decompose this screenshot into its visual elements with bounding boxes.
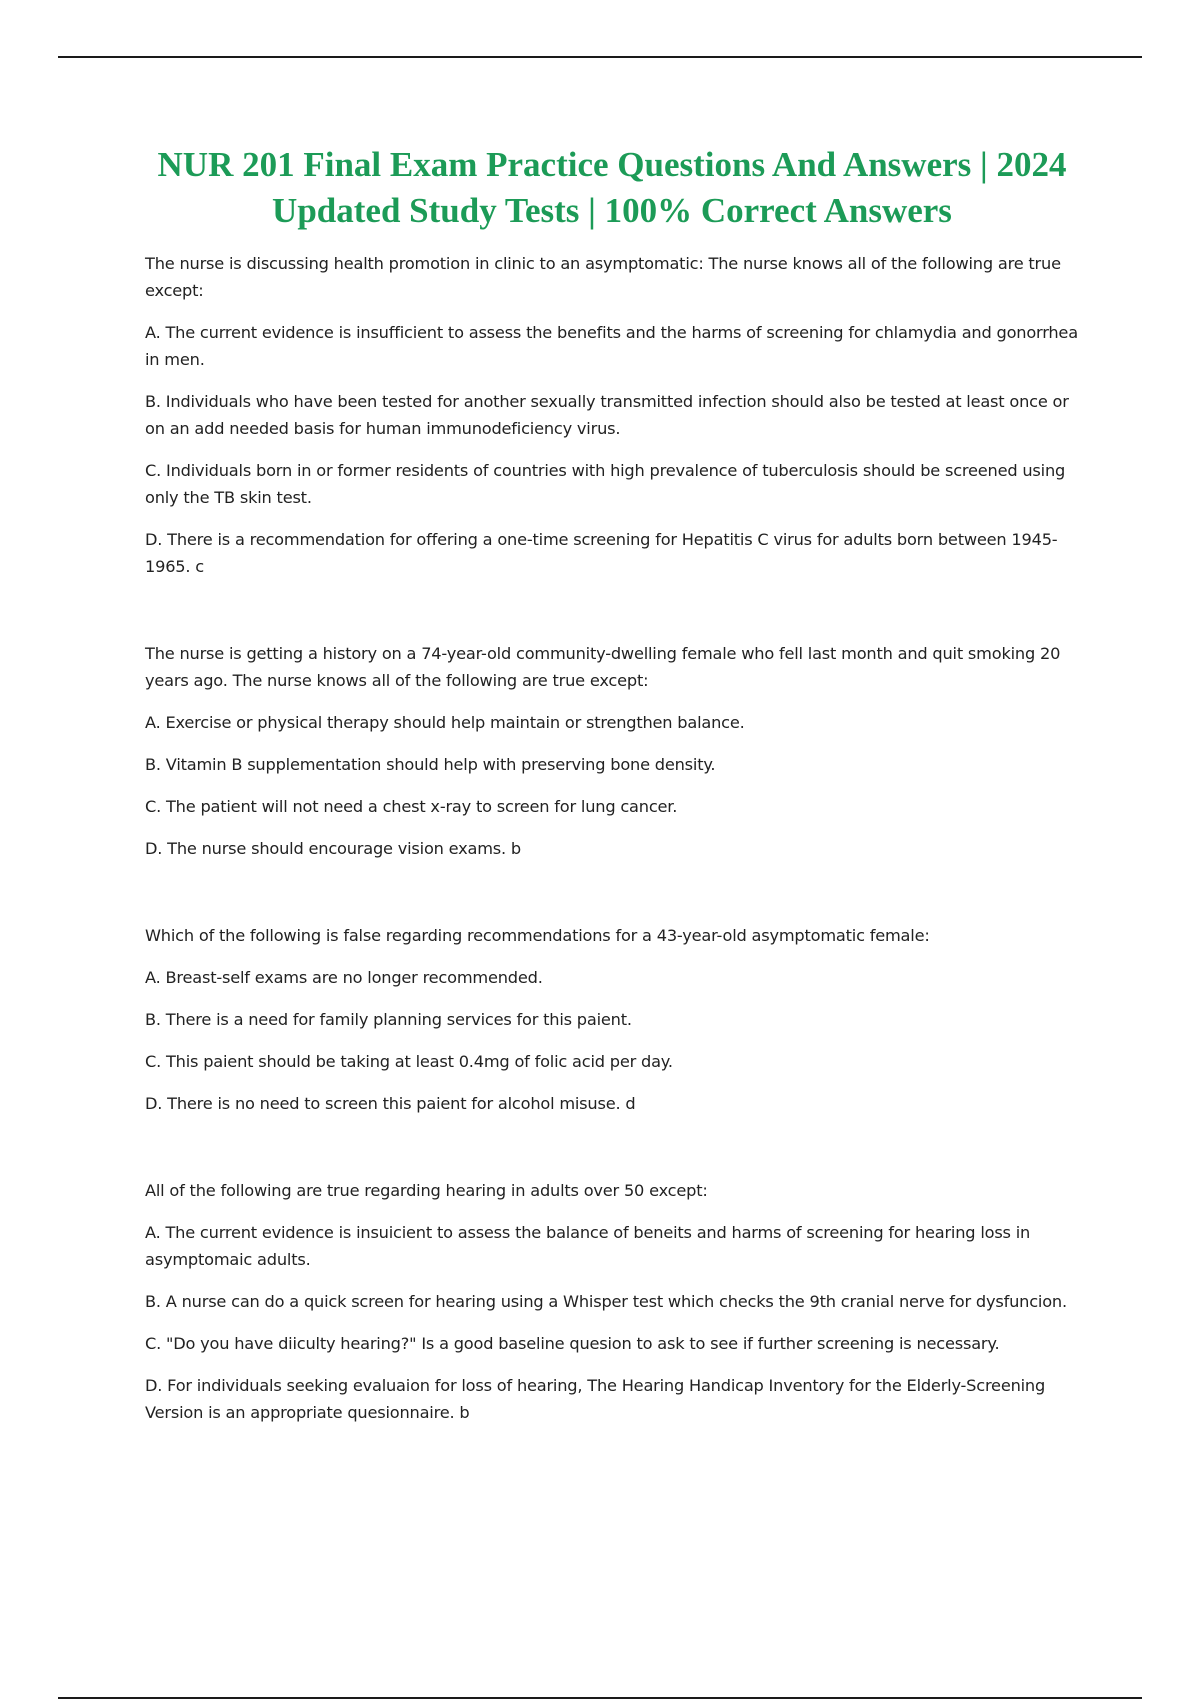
- answer-option-c: C. "Do you have diiculty hearing?" Is a good baseline quesion to ask to see if further screening is necessary.: [145, 1334, 1000, 1353]
- answer-option-d: D. For individuals seeking evaluaion for loss of hearing, The Hearing Handicap Inventory for the Elderly-Screening Version is an appropriate quesionnaire. b: [145, 1376, 1046, 1422]
- question-list: [145, 250, 1090, 1426]
- answer-option-c: C. Individuals born in or former residents of countries with high prevalence of tuberculosis should be screened using only the TB skin test.: [145, 461, 1066, 507]
- answer-option-b: B. There is a need for family planning services for this paient.: [145, 1010, 632, 1029]
- document-title: NUR 201 Final Exam Practice Questions And Answers | 2024 Updated Study Tests | 100% Correct Answers: [157, 145, 1067, 230]
- answer-option-d: D. There is no need to screen this paient for alcohol misuse. d: [145, 1094, 636, 1113]
- answer-option-a: A. The current evidence is insufficient to assess the benefits and the harms of screening for chlamydia and gonorrhea in men.: [145, 323, 1078, 369]
- answer-option-a: A. Breast-self exams are no longer recommended.: [145, 968, 543, 987]
- answer-option-b: B. Vitamin B supplementation should help with preserving bone density.: [145, 755, 716, 774]
- footer-rule: [58, 1697, 1142, 1699]
- question-3: [145, 922, 1090, 1117]
- answer-option-d: D. The nurse should encourage vision exams. b: [145, 839, 521, 858]
- answer-option-a: A. The current evidence is insuicient to assess the balance of beneits and harms of screening for hearing loss in asymptomaic adults.: [145, 1223, 1031, 1269]
- answer-option-d: D. There is a recommendation for offering a one-time screening for Hepatitis C virus for adults born between 1945-1965. c: [145, 530, 1058, 576]
- question-stem: Which of the following is false regarding recommendations for a 43-year-old asymptomatic female:: [145, 926, 930, 945]
- answer-option-b: B. A nurse can do a quick screen for hearing using a Whisper test which checks the 9th cranial nerve for dysfuncion.: [145, 1292, 1067, 1311]
- answer-option-a: A. Exercise or physical therapy should help maintain or strengthen balance.: [145, 713, 745, 732]
- question-4: [145, 1177, 1090, 1426]
- header-rule: [58, 56, 1142, 58]
- question-1: [145, 250, 1090, 580]
- question-2: [145, 640, 1090, 862]
- question-stem: The nurse is discussing health promotion in clinic to an asymptomatic: The nurse knows all of the following are true except:: [145, 254, 1061, 300]
- answer-option-c: C. This paient should be taking at least 0.4mg of folic acid per day.: [145, 1052, 673, 1071]
- answer-option-c: C. The patient will not need a chest x-ray to screen for lung cancer.: [145, 797, 678, 816]
- question-stem: All of the following are true regarding hearing in adults over 50 except:: [145, 1181, 708, 1200]
- answer-option-b: B. Individuals who have been tested for another sexually transmitted infection should also be tested at least once or on an add needed basis for human immunodeficiency virus.: [145, 392, 1069, 438]
- question-stem: The nurse is getting a history on a 74-year-old community-dwelling female who fell last month and quit smoking 20 years ago. The nurse knows all of the following are true except:: [145, 644, 1061, 690]
